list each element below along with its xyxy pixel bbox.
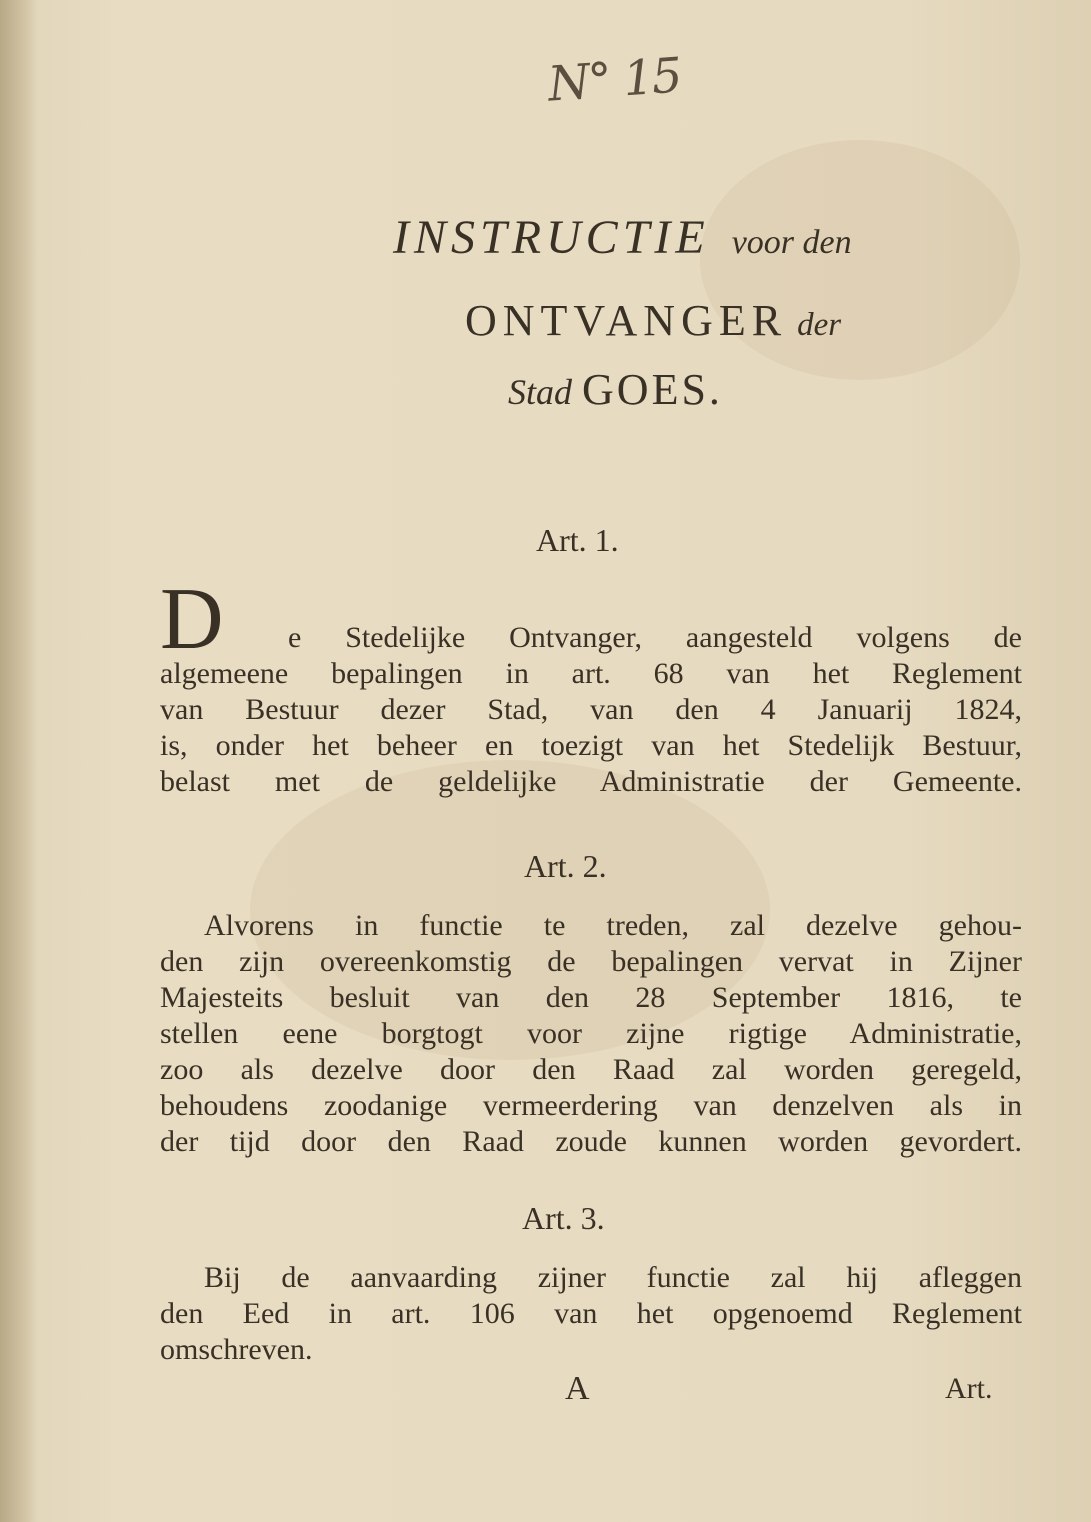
article-3-line: omschreven. [160, 1333, 313, 1366]
signature-mark: A [565, 1370, 590, 1407]
article-2-heading: Art. 2. [524, 848, 607, 884]
article-2-line: behoudens zoodanige vermeerdering van denzelven als in [160, 1089, 1022, 1122]
title-der: der [797, 307, 842, 343]
article-1-line: van Bestuur dezer Stad, van den 4 Januarij 1824, [160, 693, 1022, 726]
title-line-3 [508, 364, 723, 415]
article-2-line: Alvorens in functie te treden, zal dezelve gehou- [204, 909, 1022, 942]
article-1-dropcap: D [160, 571, 224, 668]
article-1-line: e Stedelijke Ontvanger, aangesteld volgens de [288, 621, 1022, 654]
article-1-line: is, onder het beheer en toezigt van het Stedelijk Bestuur, [160, 729, 1022, 762]
article-1-text [160, 620, 1022, 800]
article-2-line: den zijn overeenkomstig de bepalingen vervat in Zijner [160, 945, 1022, 978]
article-1-line: belast met de geldelijke Administratie der Gemeente. [160, 765, 1022, 798]
article-2-line: zoo als dezelve door den Raad zal worden geregeld, [160, 1053, 1022, 1086]
title-goes: GOES. [582, 365, 723, 414]
title-ontvanger: ONTVANGER [465, 296, 788, 345]
article-2-line: der tijd door den Raad zoude kunnen worden gevordert. [160, 1125, 1022, 1158]
page-spine-shadow [0, 0, 38, 1522]
article-3-line: den Eed in art. 106 van het opgenoemd Reglement [160, 1297, 1022, 1330]
title-instructie: INSTRUCTIE [393, 211, 710, 264]
article-3-line: Bij de aanvaarding zijner functie zal hij afleggen [204, 1261, 1022, 1294]
title-stad: Stad [508, 372, 573, 412]
title-line-1 [393, 210, 852, 265]
article-3-heading: Art. 3. [522, 1200, 605, 1236]
archive-number: N° 15 [546, 47, 683, 113]
title-line-2 [465, 295, 841, 346]
catchword: Art. [945, 1372, 993, 1405]
article-1-heading: Art. 1. [536, 522, 619, 558]
article-2-line: Majesteits besluit van den 28 September 1816, te [160, 981, 1022, 1014]
article-2-text [160, 908, 1022, 1160]
article-1-line: algemeene bepalingen in art. 68 van het Reglement [160, 657, 1022, 690]
title-voor-den: voor den [731, 224, 852, 261]
article-2-line: stellen eene borgtogt voor zijne rigtige Administratie, [160, 1017, 1022, 1050]
article-3-text [160, 1260, 1022, 1368]
